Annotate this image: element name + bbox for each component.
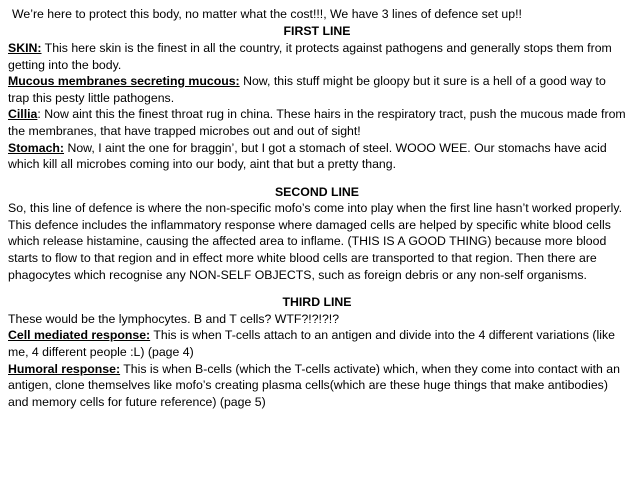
text-skin: This here skin is the finest in all the country, it protects against pathogens and generally stops them from getting into the body. — [8, 40, 612, 72]
text-mucous-membranes: Now, this stuff might be gloopy but it sure is a hell of a good way to trap this pesty little pathogens. — [8, 74, 606, 105]
paragraph-cell-mediated-response — [8, 327, 626, 360]
text-humoral-response: This is when B-cells (which the T-cells activate) which, when they come into contact with an antigen, clone themselves like mofo’s creating plasma cells(which are these huge things that make antibodies) and memory cells for future reference) (page 5) — [8, 361, 620, 409]
section-spacer — [8, 283, 626, 294]
paragraph-lymphocytes — [8, 311, 626, 328]
section-heading-third-line: THIRD LINE — [282, 295, 352, 310]
intro-text: We’re here to protect this body, no matter what the cost!!!, We have 3 lines of defence set up!! — [12, 7, 522, 21]
term-skin: SKIN: — [8, 40, 42, 55]
paragraph-mucous-membranes — [8, 73, 626, 106]
text-lymphocytes: These would be the lymphocytes. B and T cells? WTF?!?!?!? — [8, 311, 340, 326]
paragraph-stomach — [8, 140, 626, 173]
text-stomach: Now, I aint the one for braggin’, but I got a stomach of steel. WOOO WEE. Our stomachs have acid which kill all microbes coming into our body, aint that but a pretty thang. — [8, 140, 607, 172]
term-cell-mediated-response: Cell mediated response: — [8, 328, 151, 343]
term-humoral-response: Humoral response: — [8, 361, 121, 376]
term-mucous-membranes: Mucous membranes secreting mucous: — [8, 74, 240, 89]
paragraph-second-line — [8, 200, 626, 283]
text-second-line: So, this line of defence is where the non-specific mofo’s come into play when the first line hasn’t worked properly. This defence includes the inflammatory response where damaged cells are helped by specific white blood cells which release histamine, causing the affected area to inflame. (THIS IS A GOOD THING) because more blood starts to flow to that region and in effect more white blood cells are transported to that region. Then there are phagocytes which recognise any NON-SELF OBJECTS, such as foreign debris or any non-self organisms. — [8, 201, 623, 282]
paragraph-skin — [8, 40, 626, 73]
text-cillia: : Now aint this the finest throat rug in china. These hairs in the respiratory tract, push the mucous made from the membranes, that have trapped microbes out and out of sight! — [8, 107, 626, 138]
paragraph-cillia — [8, 106, 626, 139]
section-heading-first-line: FIRST LINE — [283, 24, 351, 39]
section-heading-second-line: SECOND LINE — [274, 184, 360, 199]
text-cell-mediated-response: This is when T-cells attach to an antigen and divide into the 4 different variations (like me, 4 different people :L) (page 4) — [8, 328, 615, 360]
section-spacer — [8, 173, 626, 184]
paragraph-humoral-response — [8, 361, 626, 411]
term-stomach: Stomach: — [8, 140, 65, 155]
term-cillia: Cillia — [8, 107, 38, 122]
